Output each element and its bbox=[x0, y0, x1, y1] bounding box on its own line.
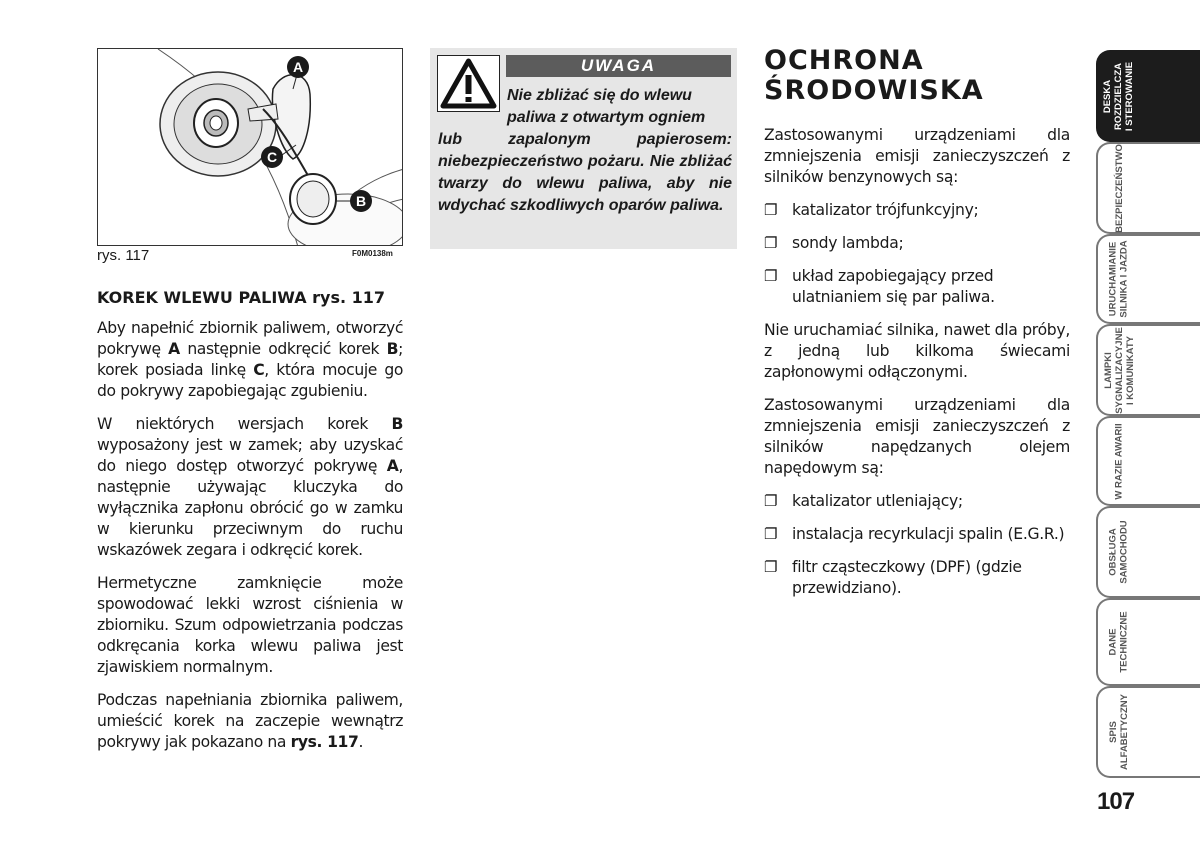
warning-box bbox=[430, 48, 737, 249]
paragraph-3: Hermetyczne zamknięcie może spowodować lekki wzrost ciśnienia w zbiorniku. Szum odpowietrzania podczas odkręcania korka wlewu paliwa jest zjawiskiem normalnym. bbox=[97, 574, 403, 676]
list-item: ❐ sondy lambda; bbox=[764, 234, 904, 252]
diesel-devices-list bbox=[764, 491, 1070, 599]
checkbox-bullet-icon: ❐ bbox=[764, 234, 778, 252]
tab-spis-alfabetyczny[interactable]: SPIS ALFABETYCZNY bbox=[1096, 686, 1200, 778]
figure-caption: rys. 117 bbox=[97, 247, 150, 264]
list-item: ❐ instalacja recyrkulacji spalin (E.G.R.) bbox=[764, 525, 1065, 543]
checkbox-bullet-icon: ❐ bbox=[764, 558, 778, 576]
label-c: C bbox=[266, 149, 278, 165]
list-item: ❐ katalizator trójfunkcyjny; bbox=[764, 201, 979, 219]
checkbox-bullet-icon: ❐ bbox=[764, 525, 778, 543]
list-item: ❐ katalizator utleniający; bbox=[764, 492, 963, 510]
tab-deska-rozdzielcza[interactable]: DESKA ROZDZIELCZA I STEROWANIE bbox=[1096, 50, 1200, 142]
tab-bezpieczenstwo[interactable]: BEZPIECZEŃSTWO bbox=[1096, 142, 1200, 234]
checkbox-bullet-icon: ❐ bbox=[764, 201, 778, 219]
warning-text: Nie zbliżać się do wlewu paliwa z otwartym ogniem lub zapalonym papierosem: niebezpieczeństwo pożaru. Nie zbliżać twarzy do wlewu paliwa, aby nie wdychać szkodliwych oparów paliwa. bbox=[438, 87, 732, 214]
list-item: ❐ filtr cząsteczkowy (DPF) (gdzie przewidziano). bbox=[764, 558, 1022, 597]
section-heading-fuel-cap: KOREK WLEWU PALIWA rys. 117 bbox=[97, 288, 386, 307]
figure-code: F0M0138m bbox=[352, 249, 393, 258]
label-b: B bbox=[355, 193, 367, 209]
list-item: ❐ układ zapobiegający przed ulatnianiem się par paliwa. bbox=[764, 267, 995, 306]
left-column bbox=[97, 287, 403, 765]
tab-dane-techniczne[interactable]: DANE TECHNICZNE bbox=[1096, 598, 1200, 686]
label-a: A bbox=[292, 59, 304, 75]
env-paragraph-2: Nie uruchamiać silnika, nawet dla próby, z jedną lub kilkoma świecami zapłonowymi odłączonymi. bbox=[764, 321, 1070, 381]
warning-header: UWAGA bbox=[506, 55, 731, 77]
env-paragraph-3: Zastosowanymi urządzeniami dla zmniejszenia emisji zanieczyszczeń z silników napędzanych olejem napędowym są: bbox=[764, 396, 1070, 477]
tab-uruchamianie[interactable]: URUCHAMIANIE SILNIKA I JAZDA bbox=[1096, 234, 1200, 324]
right-column bbox=[764, 46, 1070, 611]
tab-w-razie-awarii[interactable]: W RAZIE AWARII bbox=[1096, 416, 1200, 506]
checkbox-bullet-icon: ❐ bbox=[764, 492, 778, 510]
page-number: 107 bbox=[1097, 788, 1135, 815]
checkbox-bullet-icon: ❐ bbox=[764, 267, 778, 285]
env-paragraph-1: Zastosowanymi urządzeniami dla zmniejszenia emisji zanieczyszczeń z silników benzynowych są: bbox=[764, 126, 1070, 186]
paragraph-1: Aby napełnić zbiornik paliwem, otworzyć pokrywę A następnie odkręcić korek B; korek posiada linkę C, która mocuje go do pokrywy zapobiegając zgubieniu. bbox=[97, 319, 403, 400]
fuel-cap-figure bbox=[97, 48, 403, 246]
petrol-devices-list bbox=[764, 200, 1070, 308]
paragraph-4: Podczas napełniania zbiornika paliwem, umieścić korek na zaczepie wewnątrz pokrywy jak pokazano na rys. 117. bbox=[97, 691, 403, 751]
paragraph-2: W niektórych wersjach korek B wyposażony jest w zamek; aby uzyskać do niego dostęp otworzyć pokrywę A, następnie używając kluczyka do wyłącznika zapłonu obrócić go w zamku w kierunku przeciwnym do ruchu wskazówek zegara i odkręcić korek. bbox=[97, 415, 403, 559]
section-title-environment: OCHRONA ŚRODOWISKA bbox=[764, 45, 984, 106]
tab-obsluga[interactable]: OBSŁUGA SAMOCHODU bbox=[1096, 506, 1200, 598]
fuel-cap-illustration bbox=[98, 49, 403, 246]
tab-lampki[interactable]: LAMPKI SYGNALIZACYJNE I KOMUNIKATY bbox=[1096, 324, 1200, 416]
